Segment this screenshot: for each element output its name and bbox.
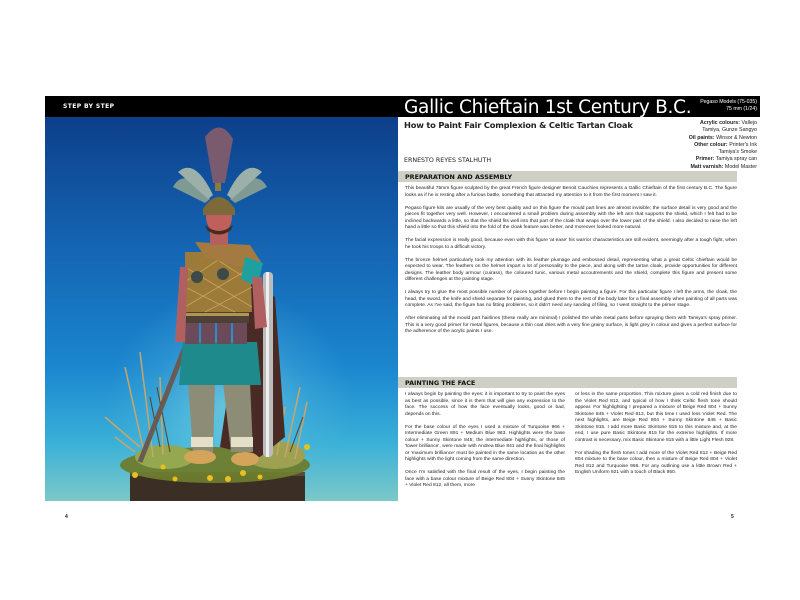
materials-item: Oil paints: Winsor & Newton: [688, 134, 757, 141]
chieftain-figure-illustration: [45, 117, 398, 501]
column-right: [575, 392, 737, 483]
section-heading-bar: [398, 171, 737, 182]
paragraph: Pegaso figure kits are usually of the very best quality and on this figure the mould part lines are almost invisible; the surface detail is very good and the pieces fit together very well. However, I encountered a small problem during assembly with the left arm that supports the shield, which I felt had to be inclined backwards a little, so that the shield fits well into that part of the cloak that wraps over the lower part of the shield. I also decided to raise the left hand a little so that this shield into the fold of the cloak feature was better, and moreover looked more natural.: [405, 205, 737, 230]
materials-item: Tamiya's Smoke: [718, 149, 757, 156]
figure-photo: [45, 117, 398, 501]
section-body: [405, 186, 737, 342]
article-title: Gallic Chieftain 1st Century B.C.: [404, 97, 692, 118]
section-heading: PAINTING THE FACE: [405, 379, 476, 387]
paragraph: The bronze helmet particularly took my attention with its feather plumage and embossed detail, representing what a great Celtic chieftain would be expected to wear. The feathers on the helmet impart a lot of personality to the piece, and along with the tartan cloak, provide opportunities for different designs. The leather body armour (cuirass), the coloured tunic, various metal accoutrements and the shield, complete this figure and present some different challenges at the painting stage.: [405, 257, 737, 282]
materials-item: Primer: Tamiya spray can: [695, 156, 757, 163]
magazine-spread: [45, 96, 760, 526]
section-heading: PREPARATION AND ASSEMBLY: [405, 173, 513, 181]
author-name: ERNESTO REYES STALHUTH: [404, 157, 492, 164]
paragraph: I always try to glue the most possible number of pieces together before I begin painting a figure. For this particular figure I left the arms, the cloak, the head, the sword, the knife and shield separate for painting, and glued them to the rest of the body later for a final assembly when painting of all parts was complete. As I've said, the figure has no fitting problems, so it didn't need any sanding of filing, so I went straight to the primer stage.: [405, 290, 737, 308]
paragraph: Once I'm satisfied with the final result of the eyes, I begin painting the face with a base colour mixture of Beige Red 804 + Sunny Skintone 845 + Violet Red 812, all them, more: [405, 470, 565, 488]
paragraph: This beautiful 75mm figure sculpted by the great French figure designer Benoit Cauchies represents a Gallic Chieftain of the first century B.C. The figure looks as if he is resting after a furious battle, something that attracted my attention to it from the first moment I saw it.: [405, 186, 737, 198]
materials-item: Acrylic colours: Vallejo: [699, 120, 757, 126]
materials-item: Other colour: Printer's Ink: [694, 141, 757, 148]
section-label: STEP BY STEP: [63, 103, 115, 110]
materials-item: Tamiya, Gunze Sangyo: [702, 127, 757, 134]
page-number-right: 5: [731, 514, 734, 520]
paragraph: I always begin by painting the eyes; it is important to try to paint the eyes as best as possible, since it is them that will give any expression to the face. The success of how the face eventually looks, good or bad, depends on this.: [405, 392, 565, 417]
section-heading-bar: [398, 377, 737, 388]
paragraph: After eliminating all the mould part hairlines (these really are minimal) I polished the white metal parts before spraying them with Tamiya's spray primer. This is a very good primer for metal figures, because a thin coat dries with a very fine grainy surface, is light grey in colour and gives a perfect surface for the adherence of the acrylic paints I use.: [405, 316, 737, 334]
paragraph: For the base colour of the eyes I used a mixture of Turquoise 966 + Intermediate Green 891 + Medium Blue 963. Highlights were the base colour + Sunny Skintone 845; the intermediate highlights, or those of 'lower brilliance', were made with Andrea Blue 841 and the final highlights or 'maximum brilliance' must be painted in the same location as the other highlights with the light coming from the same direction.: [405, 424, 565, 462]
column-left: [405, 392, 565, 496]
publisher-line-2: 75 mm (1/24): [726, 106, 757, 112]
header-divider: [390, 96, 398, 117]
publisher-info: [700, 99, 757, 113]
left-page-header: [45, 96, 390, 117]
materials-list: [627, 120, 757, 171]
article-title-bar: [398, 96, 760, 117]
publisher-line-1: Pegaso Models (75-035): [700, 99, 757, 105]
paragraph: For shading the flesh tones I add more of the Violet Red 812 + Beige Red 804 mixture to the base colour, then a mixture of Beige Red 804 + Violet Red 812 and Turquoise 966. For any outlining use a little Brown Red + English Uniform 921 with a touch of Black 950.: [575, 450, 737, 475]
materials-item: Matt varnish: Model Master: [690, 163, 757, 170]
article-subtitle: How to Paint Fair Complexion & Celtic Tartan Cloak: [404, 120, 633, 130]
page-number-left: 4: [65, 514, 68, 520]
paragraph: or less in the same proportion. This mixture gives a cold red finish due to the Violet Red 812, and typical of how I think Celtic flesh tone should appear. For highlighting I prepared a mixture of Beige Red 804 + Sunny Skintone 845 + Violet Red 812, but this time I used less Violet Red. The next highlights, are Beige Red 804 + Sunny Skintone 845 + Basic Skintone 815. I add more Basic Skintone 815 to this mixture and, at the end, I use pure Basic Skintone 815 for the extreme highlights. If more contrast is necessary, mix Basic Skintone 815 with a little Light Flesh 928.: [575, 392, 737, 443]
paragraph: The facial expression is really good, because even with this figure 'at ease' his warrior characteristics are still evident, seemingly after a tough fight, when he took his troops to a difficult victory.: [405, 238, 737, 250]
